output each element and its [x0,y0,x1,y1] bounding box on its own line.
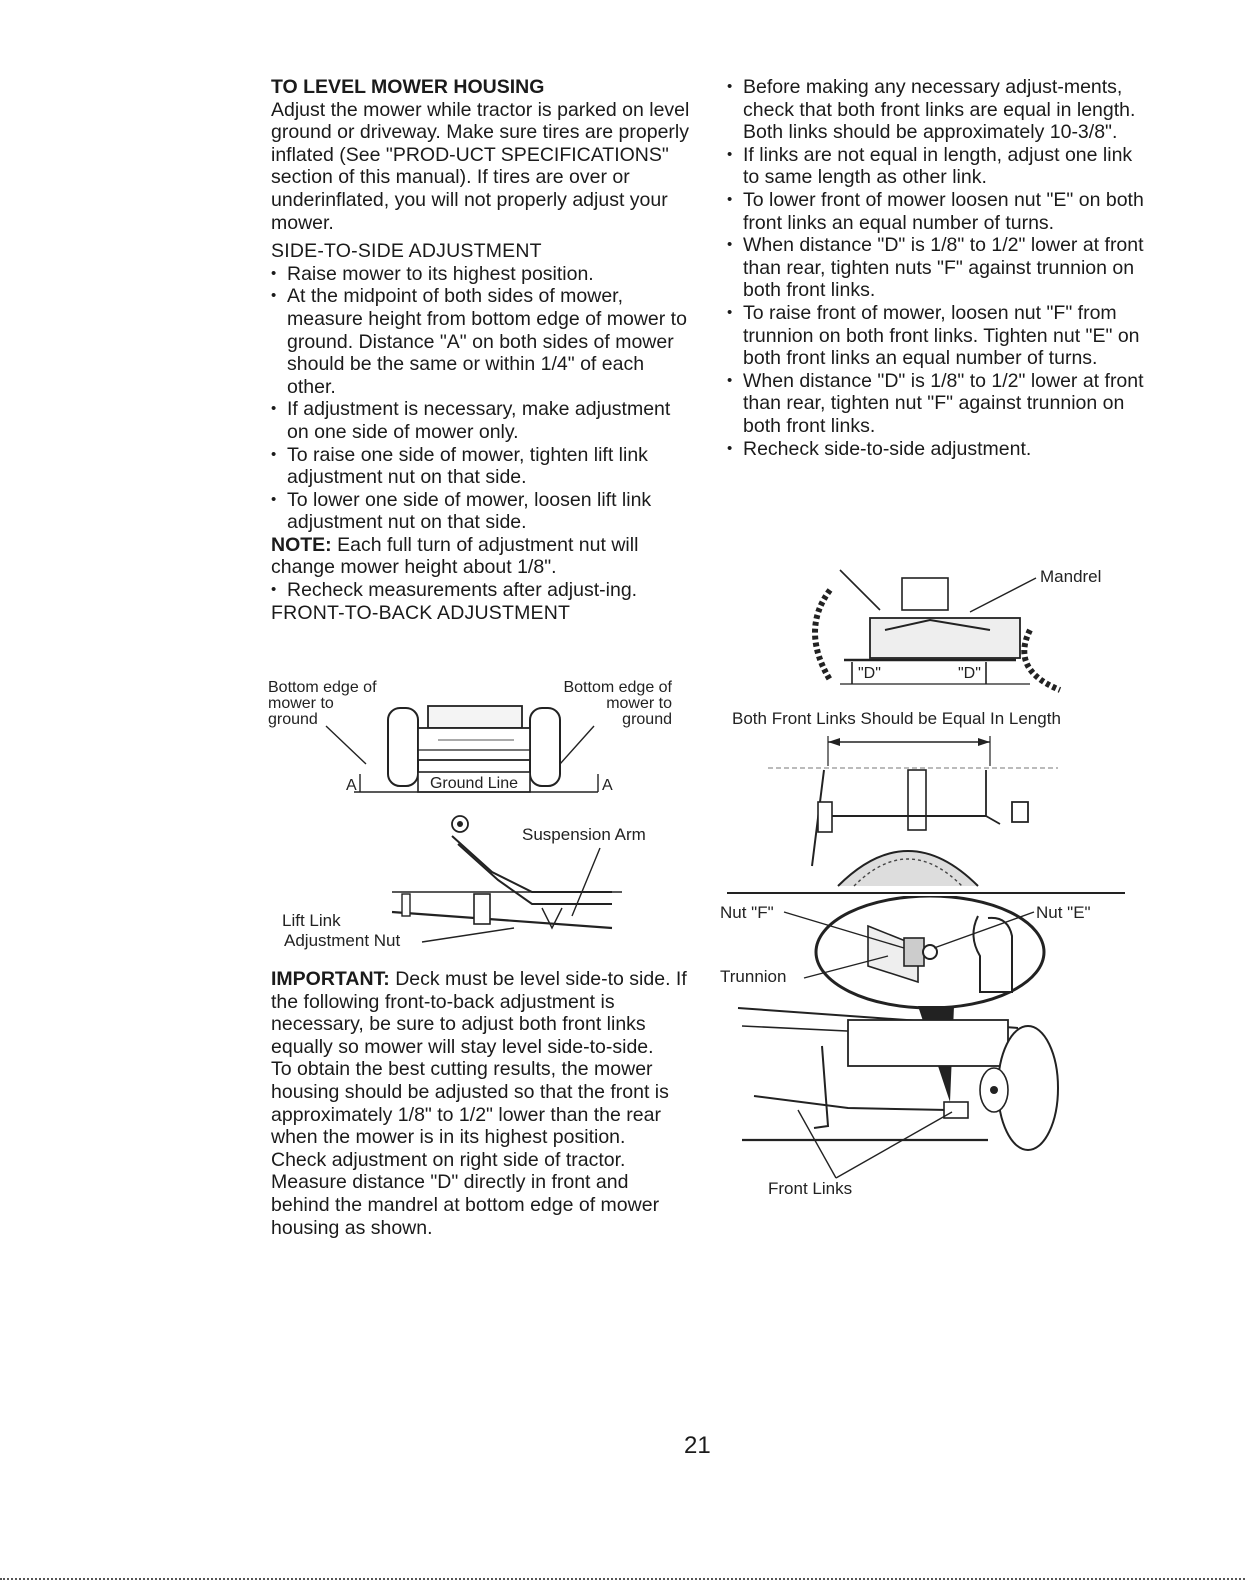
trunnion-label: Trunnion [720,967,787,986]
front-to-back-heading: FRONT-TO-BACK ADJUSTMENT [271,601,571,624]
fig1-label-right-2: mower to [606,695,672,712]
list-item: • Recheck side-to-side adjustment. [727,438,1147,461]
important-label: IMPORTANT: [271,968,390,990]
d-right-label: "D" [958,665,981,682]
nut-e-label: Nut "E" [1036,903,1091,922]
obtain-paragraph: To obtain the best cutting results, the mower housing should be adjusted so that the front is approximately 1/8" to 1/2" lower than the rear when the mower is in its highest position. [271,1058,669,1149]
front-to-back-list [727,76,1147,460]
a-right-label: A [602,777,613,794]
mandrel-figure [790,560,1130,700]
recheck-list [271,579,691,602]
page-number: 21 [684,1432,711,1459]
mandrel-label: Mandrel [1040,567,1102,586]
check-paragraph: Check adjustment on right side of tractor. Measure distance "D" directly in front and behind the mandrel at bottom edge of mower housing as shown. [271,1148,660,1239]
a-left-label: A [346,777,357,794]
note-label: NOTE: [271,533,332,556]
ground-line-figure [268,678,688,798]
section-heading: TO LEVEL MOWER HOUSING [271,76,545,98]
list-item: • Before making any necessary adjust-ments, check that both front links are equal in length. Both links should be approximately 10-3/8". [727,76,1147,144]
trunnion-figure [718,896,1128,1206]
fig1-label-right-1: Bottom edge of [563,679,672,696]
adjustment-nut-label: Adjustment Nut [284,931,401,950]
side-to-side-heading: SIDE-TO-SIDE ADJUSTMENT [271,240,542,263]
front-links-equal-figure [728,706,1128,892]
fig1-label-right-3: ground [622,711,672,728]
suspension-arm-figure [282,808,682,954]
note-text: Each full turn of adjustment nut will change mower height about 1/8". [271,533,639,579]
list-item: • Raise mower to its highest position. [271,263,691,286]
figure-divider [727,892,1125,894]
list-item: • When distance "D" is 1/8" to 1/2" lower at front than rear, tighten nuts "F" against trunnion on both front links. [727,234,1147,302]
left-column-lower [271,968,691,1239]
ground-line-label: Ground Line [429,775,519,792]
important-paragraph [271,968,691,1058]
list-item: • If links are not equal in length, adjust one link to same length as other link. [727,144,1147,189]
side-to-side-list [271,263,691,534]
lift-link-label: Lift Link [282,911,341,930]
nut-f-label: Nut "F" [720,903,774,922]
front-links-caption: Both Front Links Should be Equal In Length [732,709,1061,728]
list-item: • To lower one side of mower, loosen lift link adjustment nut on that side. [271,489,691,534]
list-item: • To lower front of mower loosen nut "E" on both front links an equal number of turns. [727,189,1147,234]
bottom-rule [0,1578,1245,1580]
front-links-label: Front Links [768,1179,853,1198]
list-item: • When distance "D" is 1/8" to 1/2" lower at front than rear, tighten nut "F" against trunnion on both front links. [727,370,1147,438]
suspension-arm-label: Suspension Arm [522,825,646,844]
fig1-label-left-3: ground [268,711,318,728]
note-paragraph [271,534,691,579]
list-item: • If adjustment is necessary, make adjustment on one side of mower only. [271,398,691,443]
fig1-label-left-2: mower to [268,695,334,712]
list-item: • At the midpoint of both sides of mower, measure height from bottom edge of mower to ground. Distance "A" on both sides of mower should be the same or within 1/4" of each other. [271,285,691,398]
right-column [727,76,1147,460]
important-text: Deck must be level side-to side. If the following front-to-back adjustment is necessary, be sure to adjust both front links equally so mower will stay level side-to-side. [271,968,687,1058]
list-item: • Recheck measurements after adjust-ing. [271,579,691,602]
fig1-label-left-1: Bottom edge of [268,679,377,696]
list-item: • To raise front of mower, loosen nut "F" from trunnion on both front links. Tighten nut "E" on both front links an equal number of turns. [727,302,1147,370]
left-column [271,76,691,624]
d-left-label: "D" [858,665,881,682]
list-item: • To raise one side of mower, tighten lift link adjustment nut on that side. [271,444,691,489]
intro-paragraph: Adjust the mower while tractor is parked on level ground or driveway. Make sure tires are properly inflated (See "PROD-UCT SPECIFICATIONS" section of this manual). If tires are over or underinflated, you will not properly adjust your mower. [271,98,690,234]
